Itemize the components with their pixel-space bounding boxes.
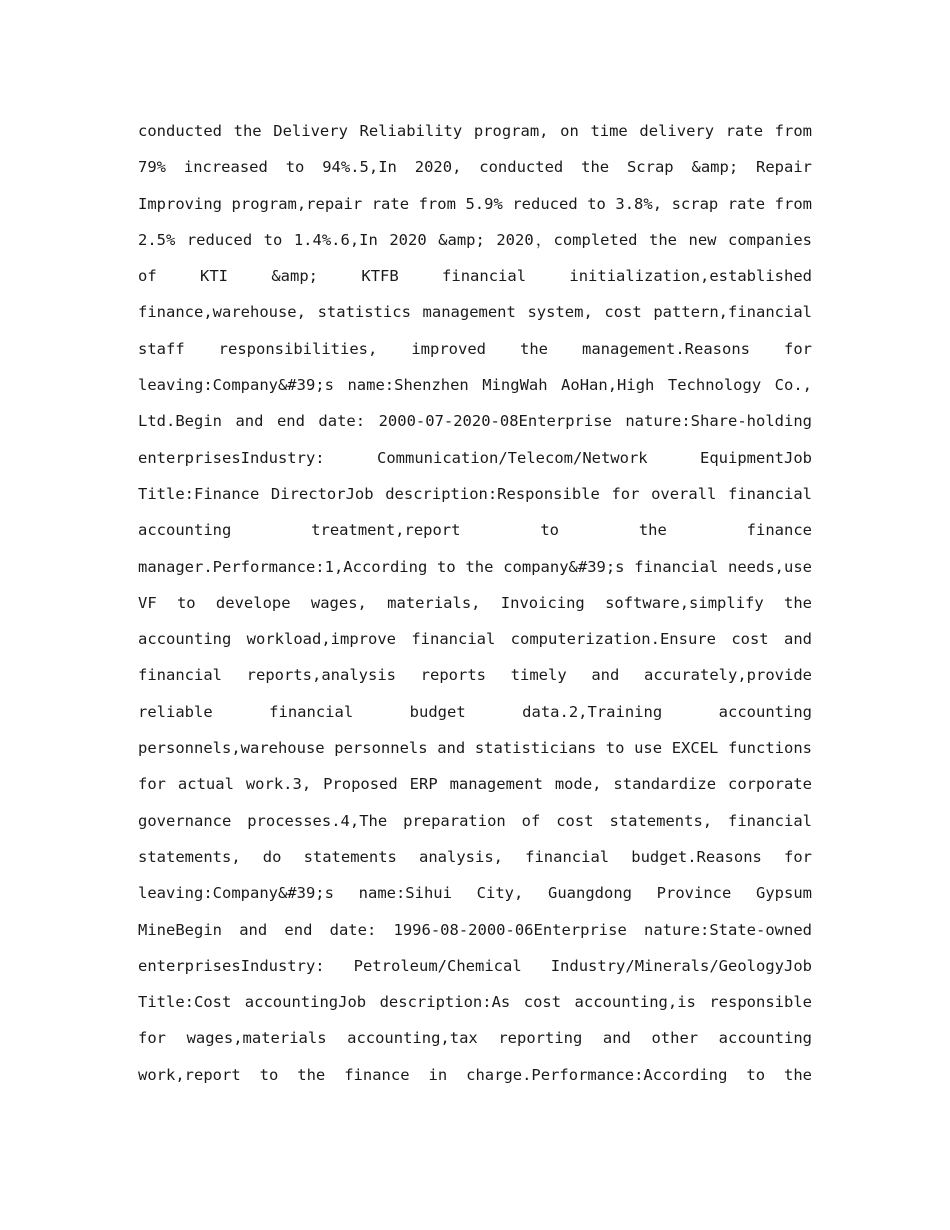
text-line: financial reports,analysis reports timely and accurately,provide xyxy=(138,666,812,685)
text-line: enterprisesIndustry: Communication/Telecom/Network EquipmentJob xyxy=(138,448,812,467)
text-line: Title:Finance DirectorJob description:Responsible for overall financial xyxy=(138,484,812,503)
text-line: for wages,materials accounting,tax reporting and other accounting xyxy=(138,1029,812,1048)
text-line: Improving program,repair rate from 5.9% reduced to 3.8%, scrap rate from xyxy=(138,194,812,213)
text-line: accounting workload,improve financial computerization.Ensure cost and xyxy=(138,630,812,649)
text-line: leaving:Company&#39;s name:Sihui City, Guangdong Province Gypsum xyxy=(138,884,812,903)
text-line: of KTI &amp; KTFB financial initialization,established xyxy=(138,267,812,286)
text-line: work,report to the finance in charge.Performance:According to the xyxy=(138,1065,812,1084)
text-line: enterprisesIndustry: Petroleum/Chemical Industry/Minerals/GeologyJob xyxy=(138,956,812,975)
text-line: staff responsibilities, improved the management.Reasons for xyxy=(138,339,812,358)
text-line: accounting treatment,report to the finance xyxy=(138,521,812,540)
text-line: 79% increased to 94%.5,In 2020, conducted the Scrap &amp; Repair xyxy=(138,158,812,177)
text-line: governance processes.4,The preparation of cost statements, financial xyxy=(138,811,812,830)
text-line: leaving:Company&#39;s name:Shenzhen MingWah AoHan,High Technology Co., xyxy=(138,376,812,395)
text-line: MineBegin and end date: 1996-08-2000-06Enterprise nature:State-owned xyxy=(138,920,812,939)
text-line: conducted the Delivery Reliability program, on time delivery rate from xyxy=(138,122,812,140)
text-line: finance,warehouse, statistics management system, cost pattern,financial xyxy=(138,303,812,322)
text-line: statements, do statements analysis, financial budget.Reasons for xyxy=(138,847,812,866)
text-line: reliable financial budget data.2,Training accounting xyxy=(138,702,812,721)
text-line: personnels,warehouse personnels and statisticians to use EXCEL functions xyxy=(138,739,812,758)
text-line: Ltd.Begin and end date: 2000-07-2020-08Enterprise nature:Share-holding xyxy=(138,412,812,431)
text-line: for actual work.3, Proposed ERP management mode, standardize corporate xyxy=(138,775,812,794)
body-text xyxy=(138,113,812,1093)
text-line: Title:Cost accountingJob description:As cost accounting,is responsible xyxy=(138,993,812,1012)
text-line: 2.5% reduced to 1.4%.6,In 2020 &amp; 2020，completed the new companies xyxy=(138,230,812,249)
text-line: manager.Performance:1,According to the company&#39;s financial needs,use xyxy=(138,557,812,576)
text-line: VF to develope wages, materials, Invoicing software,simplify the xyxy=(138,593,812,612)
